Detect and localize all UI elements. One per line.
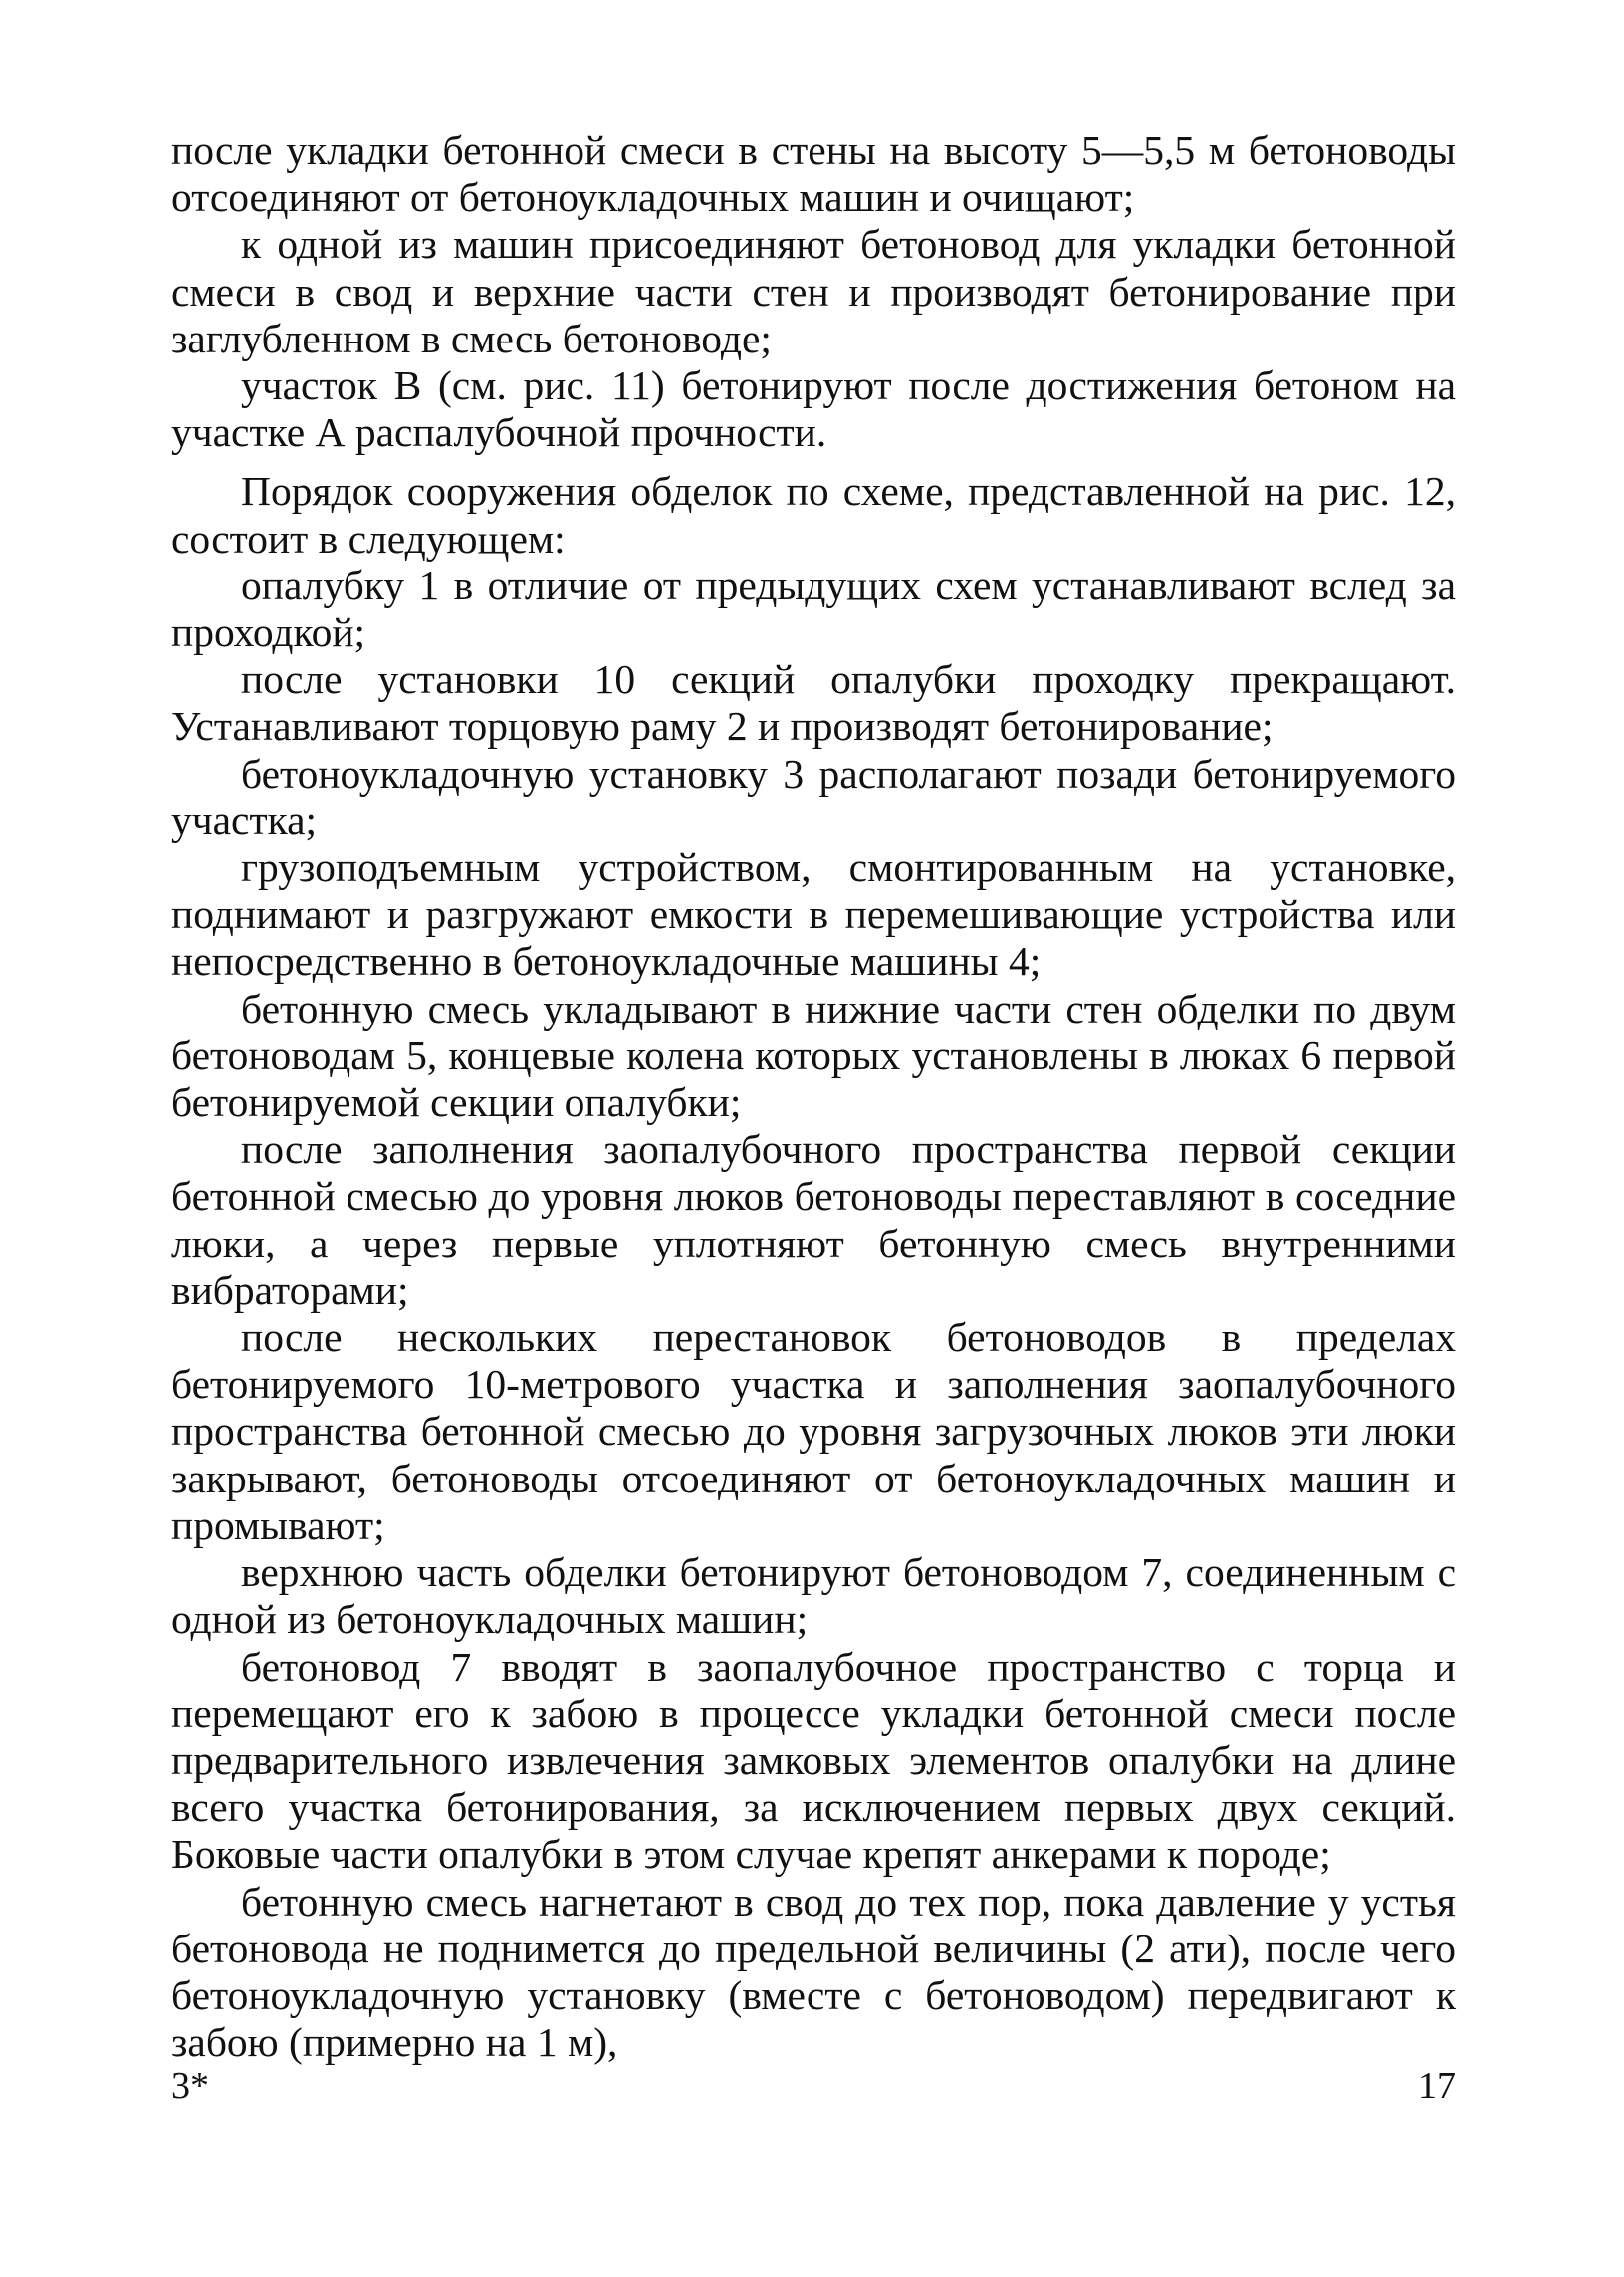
paragraph-3: участок В (см. рис. 11) бетонируют после достижения бетоном на участке А распалубочной прочности. bbox=[171, 362, 1456, 456]
page-footer bbox=[171, 2061, 1456, 2111]
page-number: 17 bbox=[1418, 2065, 1456, 2107]
paragraph-11: после нескольких перестановок бетоноводов в пределах бетонируемого 10-метрового участка и заполнения заопалубочного пространства бетонной смесью до уровня загрузочных люков эти люки закрывают, бетоноводы отсоединяют от бетоноукладочных машин и промывают; bbox=[171, 1314, 1456, 1548]
paragraph-4: Порядок сооружения обделок по схеме, представленной на рис. 12, состоит в следующем: bbox=[171, 468, 1456, 562]
paragraph-12: верхнюю часть обделки бетонируют бетоноводом 7, соединенным с одной из бетоноукладочных машин; bbox=[171, 1549, 1456, 1643]
paragraph-14: бетонную смесь нагнетают в свод до тех пор, пока давление у устья бетоновода не поднимется до предельной величины (2 ати), после чего бетоноукладочную установку (вместе с бетоноводом) передвигают к забою (примерно на 1 м), bbox=[171, 1878, 1456, 2066]
printer-signature: 3* bbox=[171, 2065, 209, 2107]
paragraph-8: грузоподъемным устройством, смонтированным на установке, поднимают и разгружают емкости в перемешивающие устройства или непосредственно в бетоноукладочные машины 4; bbox=[171, 844, 1456, 985]
paragraph-9: бетонную смесь укладывают в нижние части стен обделки по двум бетоноводам 5, концевые колена которых установлены в люках 6 первой бетонируемой секции опалубки; bbox=[171, 985, 1456, 1126]
paragraph-1: после укладки бетонной смеси в стены на высоту 5—5,5 м бетоноводы отсоединяют от бетоноукладочных машин и очищают; bbox=[171, 127, 1456, 221]
paragraph-10: после заполнения заопалубочного пространства первой секции бетонной смесью до уровня люков бетоноводы переставляют в соседние люки, а через первые уплотняют бетонную смесь внутренними вибраторами; bbox=[171, 1126, 1456, 1313]
paragraph-13: бетоновод 7 вводят в заопалубочное пространство с торца и перемещают его к забою в процессе укладки бетонной смеси после предварительного извлечения замковых элементов опалубки на длине всего участка бетонирования, за исключением первых двух секций. Боковые части опалубки в этом случае крепят анкерами к породе; bbox=[171, 1643, 1456, 1878]
paragraph-6: после установки 10 секций опалубки проходку прекращают. Устанавливают торцовую раму 2 и производят бетонирование; bbox=[171, 656, 1456, 750]
page-body bbox=[171, 127, 1456, 2066]
paragraph-2: к одной из машин присоединяют бетоновод для укладки бетонной смеси в свод и верхние части стен и производят бетонирование при заглубленном в смесь бетоноводе; bbox=[171, 221, 1456, 361]
paragraph-5: опалубку 1 в отличие от предыдущих схем устанавливают вслед за проходкой; bbox=[171, 562, 1456, 656]
paragraph-7: бетоноукладочную установку 3 располагают позади бетонируемого участка; bbox=[171, 750, 1456, 843]
